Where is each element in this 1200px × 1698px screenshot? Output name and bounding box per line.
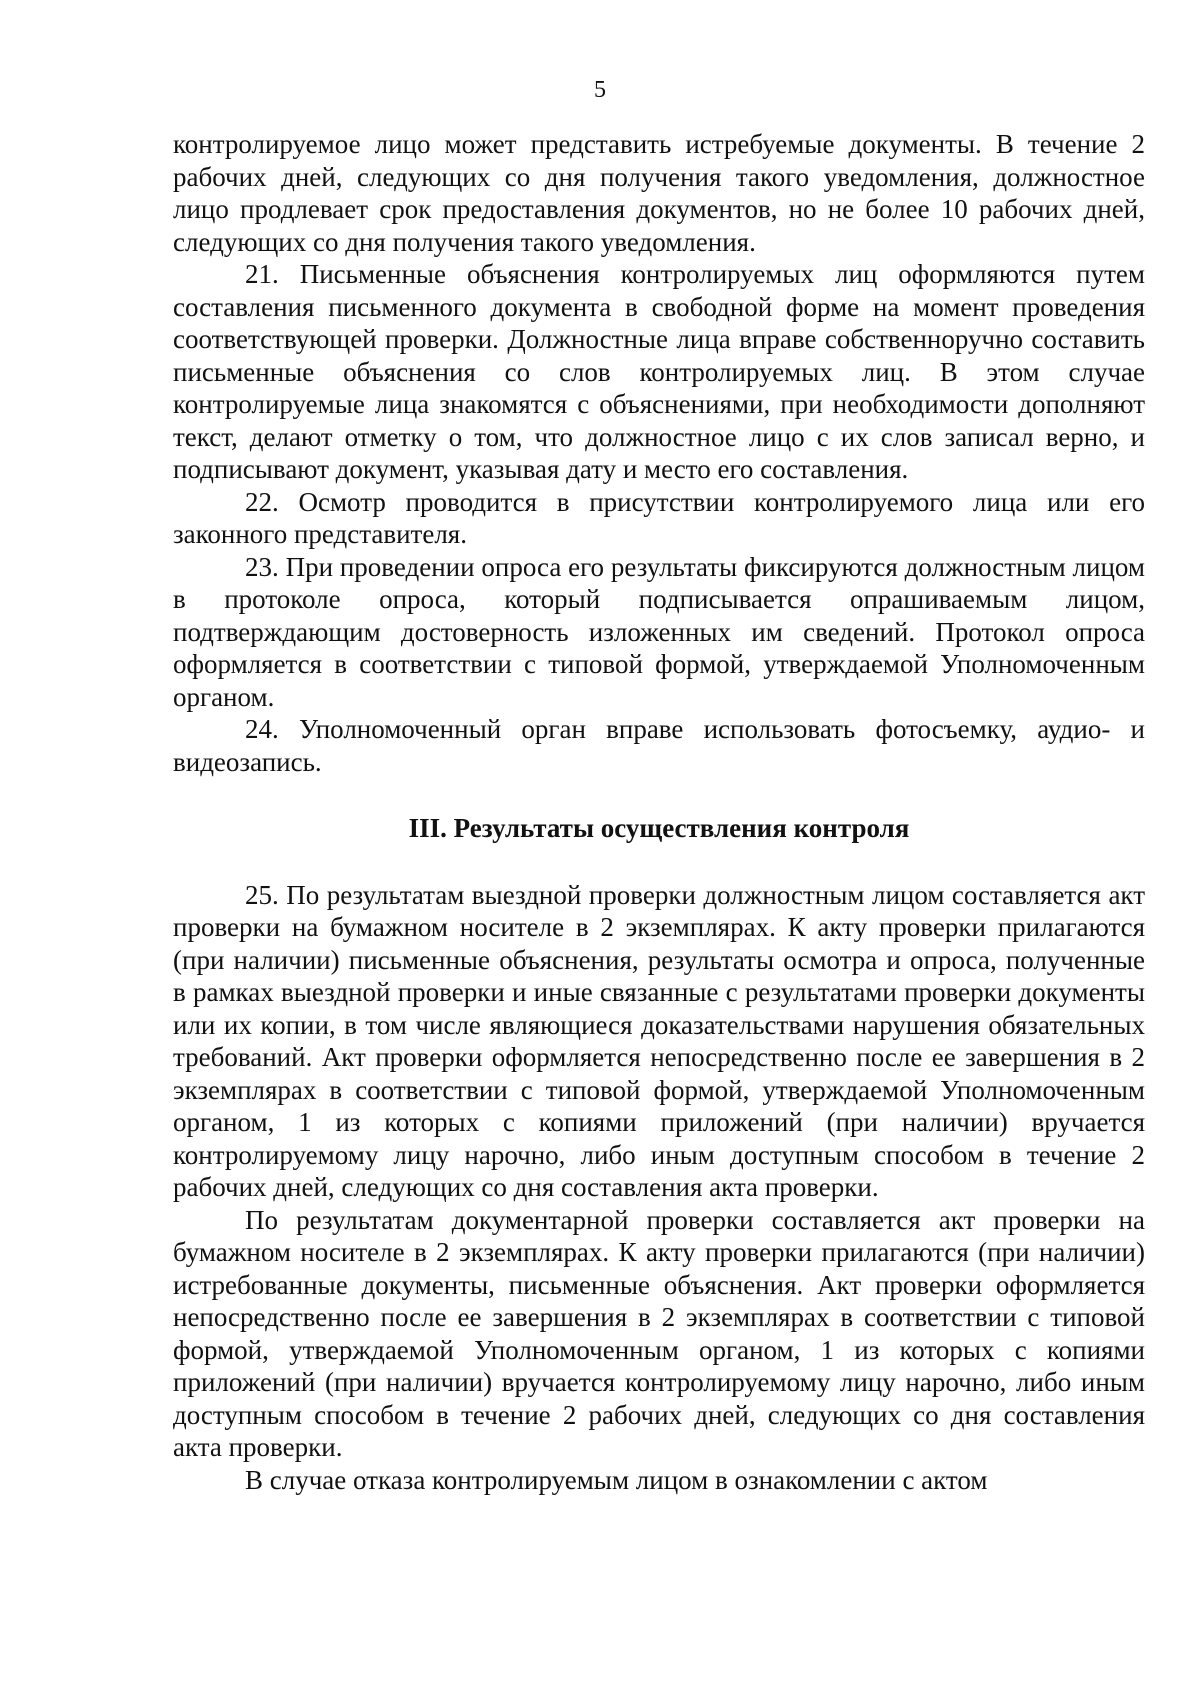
paragraph-24: 24. Уполномоченный орган вправе использовать фотосъемку, аудио- и видеозапись.: [173, 714, 1145, 777]
paragraph-documentary-check: По результатам документарной проверки составляется акт проверки на бумажном носителе в 2 экземплярах. К акту проверки прилагаются (при наличии) истребованные документы, письменные объяснения. Акт проверки оформляется непосредственно после ее завершения в 2 экземплярах в соответствии с типовой формой, утверждаемой Уполномоченным органом, 1 из которых с копиями приложений (при наличии) вручается контролируемому лицу нарочно, либо иным доступным способом в течение 2 рабочих дней, следующих со дня составления акта проверки.: [173, 1204, 1145, 1462]
section-heading: III. Результаты осуществления контроля: [408, 813, 910, 843]
document-body: [173, 128, 1145, 1496]
paragraph-continuation: контролируемое лицо может представить истребуемые документы. В течение 2 рабочих дней, следующих со дня получения такого уведомления, должностное лицо продлевает срок предоставления документов, но не более 10 рабочих дней, следующих со дня получения такого уведомления.: [173, 129, 1145, 257]
paragraph-23: 23. При проведении опроса его результаты фиксируются должностным лицом в протоколе опроса, который подписывается опрашиваемым лицом, подтверждающим достоверность изложенных им сведений. Протокол опроса оформляется в соответствии с типовой формой, утверждаемой Уполномоченным органом.: [173, 551, 1145, 712]
paragraph-21: 21. Письменные объяснения контролируемых лиц оформляются путем составления письменного документа в свободной форме на момент проведения соответствующей проверки. Должностные лица вправе собственноручно составить письменные объяснения со слов контролируемых лиц. В этом случае контролируемые лица знакомятся с объяснениями, при необходимости дополняют текст, делают отметку о том, что должностное лицо с их слов записал верно, и подписывают документ, указывая дату и место его составления.: [173, 259, 1145, 484]
paragraph-22: 22. Осмотр проводится в присутствии контролируемого лица или его законного представителя.: [173, 486, 1145, 549]
page-number: 5: [594, 77, 606, 103]
paragraph-25: 25. По результатам выездной проверки должностным лицом составляется акт проверки на бумажном носителе в 2 экземплярах. К акту проверки прилагаются (при наличии) письменные объяснения, результаты осмотра и опроса, полученные в рамках выездной проверки и иные связанные с результатами проверки документы или их копии, в том числе являющиеся доказательствами нарушения обязательных требований. Акт проверки оформляется непосредственно после ее завершения в 2 экземплярах в соответствии с типовой формой, утверждаемой Уполномоченным органом, 1 из которых с копиями приложений (при наличии) вручается контролируемому лицу нарочно, либо иным доступным способом в течение 2 рабочих дней, следующих со дня составления акта проверки.: [173, 879, 1145, 1202]
paragraph-refusal: В случае отказа контролируемым лицом в ознакомлении с актом: [245, 1464, 988, 1495]
